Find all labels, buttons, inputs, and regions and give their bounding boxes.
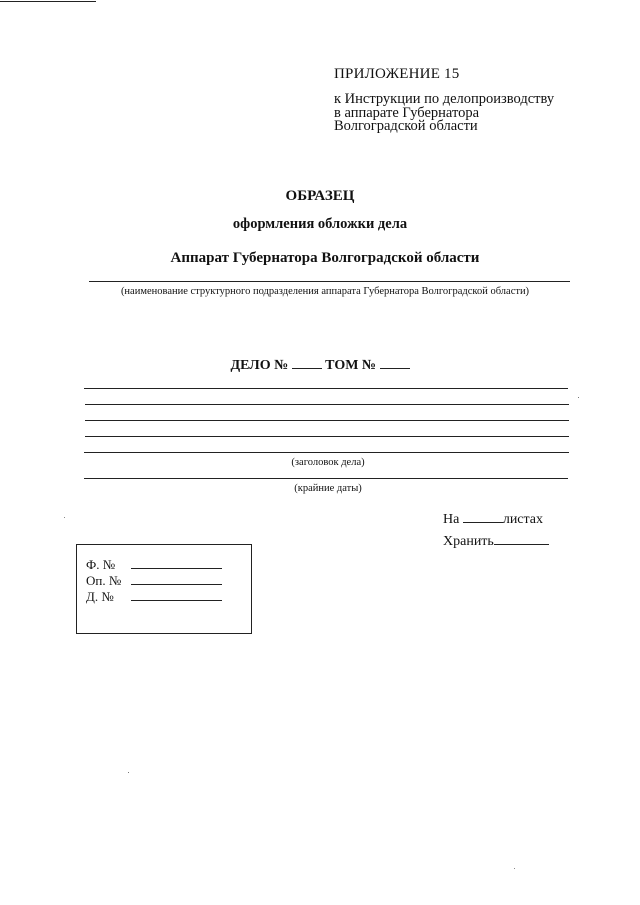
keep-label: Хранить xyxy=(443,534,494,549)
organization-name: Аппарат Губернатора Волгоградской области xyxy=(170,250,480,266)
fund-number-blank xyxy=(131,557,222,569)
case-title-line xyxy=(85,420,569,421)
keep-term-blank xyxy=(494,532,549,545)
organization-caption: (наименование структурного подразделения аппарата Губернатора Волгоградской области) xyxy=(120,286,530,297)
appendix-reference-line: в аппарате Губернатора xyxy=(334,104,480,121)
scan-speck xyxy=(578,397,579,398)
case-number-line xyxy=(0,356,640,374)
file-number-row xyxy=(86,589,114,605)
sheets-label: листах xyxy=(502,512,544,527)
inventory-number-row xyxy=(86,573,121,589)
volume-label: ТОМ № xyxy=(325,358,376,373)
fund-label: Ф. № xyxy=(86,557,116,572)
case-title-line xyxy=(84,452,569,453)
inventory-label: Оп. № xyxy=(86,573,122,588)
case-dates-caption: (крайние даты) xyxy=(294,483,362,494)
archive-stamp-box xyxy=(76,544,252,634)
appendix-reference xyxy=(334,93,554,134)
case-dates-line xyxy=(84,478,568,479)
scan-speck xyxy=(128,772,129,773)
case-title-caption: (заголовок дела) xyxy=(291,457,365,468)
sheets-on-label: На xyxy=(443,512,460,527)
file-label: Д. № xyxy=(86,589,114,604)
case-title-line xyxy=(84,388,568,389)
sample-subtitle: оформления обложки дела xyxy=(232,216,408,232)
top-left-border-line xyxy=(0,1,96,2)
case-number-blank xyxy=(292,356,322,369)
scan-speck xyxy=(514,868,515,869)
case-title-line xyxy=(85,404,569,405)
scan-speck xyxy=(64,517,65,518)
fund-number-row xyxy=(86,557,115,573)
sheets-count-blank xyxy=(463,510,503,523)
case-label: ДЕЛО № xyxy=(230,358,289,373)
volume-number-blank xyxy=(380,356,410,369)
file-number-blank xyxy=(131,589,222,601)
appendix-title: ПРИЛОЖЕНИЕ 15 xyxy=(334,66,460,82)
sheets-count-line xyxy=(443,510,543,528)
sample-title: ОБРАЗЕЦ xyxy=(285,188,355,204)
appendix-reference-line: к Инструкции по делопроизводству xyxy=(334,91,555,107)
case-title-line xyxy=(85,436,569,437)
appendix-reference-line: Волгоградской области xyxy=(334,118,478,134)
organization-underline xyxy=(89,281,570,282)
storage-term-line xyxy=(443,532,549,550)
inventory-number-blank xyxy=(131,573,222,585)
